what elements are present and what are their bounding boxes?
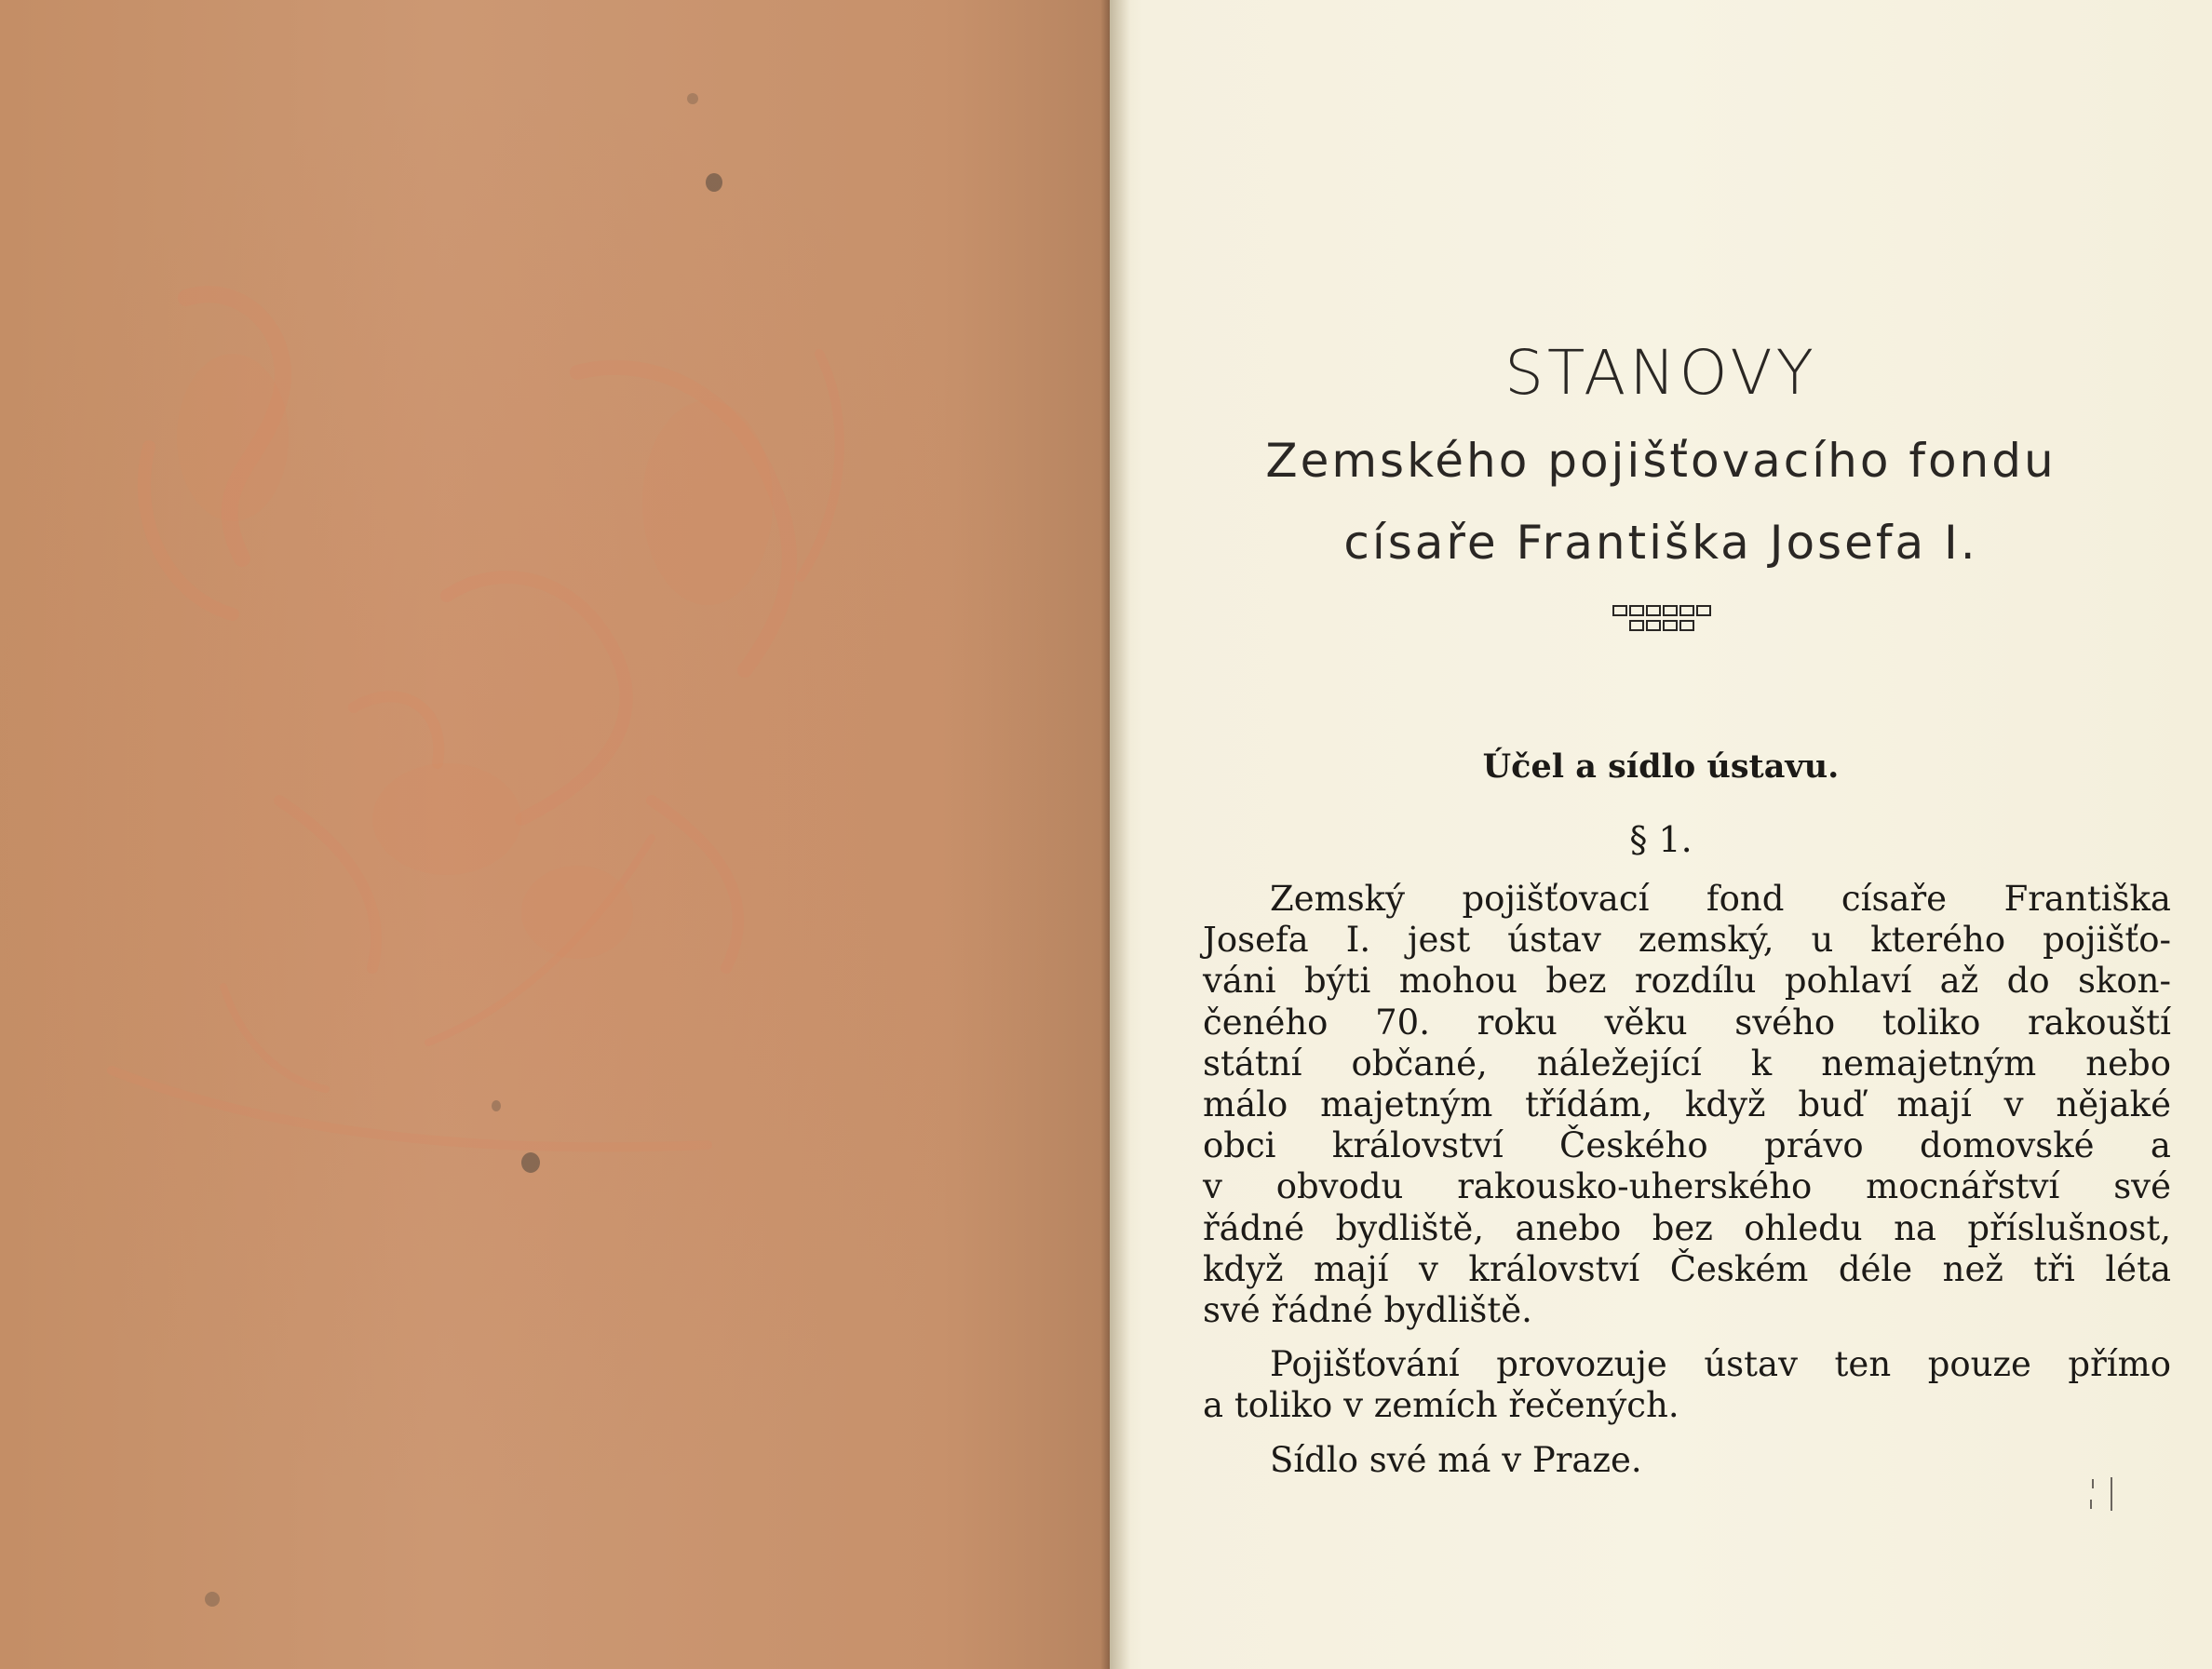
text-line: své řádné bydliště.	[1203, 1290, 1532, 1331]
text-line: čeného 70. roku věku svého toliko rakouští	[1203, 1002, 2171, 1043]
paper-spot	[706, 173, 722, 192]
paper-spot	[521, 1152, 540, 1173]
text-line: Pojišťování provozuje ústav ten pouze přímo	[1270, 1344, 2171, 1385]
decorative-squares-ornament	[1612, 604, 1723, 636]
subtitle-line-1: Zemského pojišťovacího fondu	[1265, 434, 2057, 488]
text-line: v obvodu rakousko-uherského mocnářství své	[1203, 1166, 2171, 1207]
paragraph-gap	[1203, 1427, 2171, 1440]
text-line: Sídlo své má v Praze.	[1270, 1439, 1642, 1480]
paragraph-gap	[1203, 1331, 2171, 1344]
print-registration-marks	[2084, 1475, 2121, 1513]
text-line: řádné bydliště, anebo bez ohledu na příslušnost,	[1203, 1207, 2171, 1248]
right-page-text	[1110, 0, 2212, 1669]
text-line: málo majetným třídám, když buď mají v nějaké	[1203, 1084, 2171, 1125]
document-title: STANOVY	[1504, 337, 1817, 409]
text-line: a toliko v zemích řečených.	[1203, 1385, 1679, 1426]
paper-spot	[205, 1592, 220, 1607]
text-line: Zemský pojišťovací fond císaře Františka	[1270, 879, 2171, 919]
text-line: státní občané, náležející k nemajetným nebo	[1203, 1043, 2171, 1084]
paper-spot	[492, 1100, 501, 1111]
page-edge-shadow	[1100, 0, 1110, 1669]
section-body	[1203, 879, 2171, 1481]
paper-spot	[687, 93, 698, 104]
text-line: váni býti mohou bez rozdílu pohlaví až do skon-	[1203, 961, 2171, 1002]
paragraph-number: § 1.	[1629, 819, 1693, 860]
text-line: když mají v království Českém déle než tři léta	[1203, 1248, 2171, 1289]
text-line: Josefa I. jest ústav zemský, u kterého pojišťo-	[1203, 920, 2171, 961]
section-heading: Účel a sídlo ústavu.	[1482, 747, 1840, 786]
text-line: obci království Českého právo domovské a	[1203, 1125, 2171, 1166]
subtitle-line-2: císaře Františka Josefa I.	[1343, 516, 1978, 570]
